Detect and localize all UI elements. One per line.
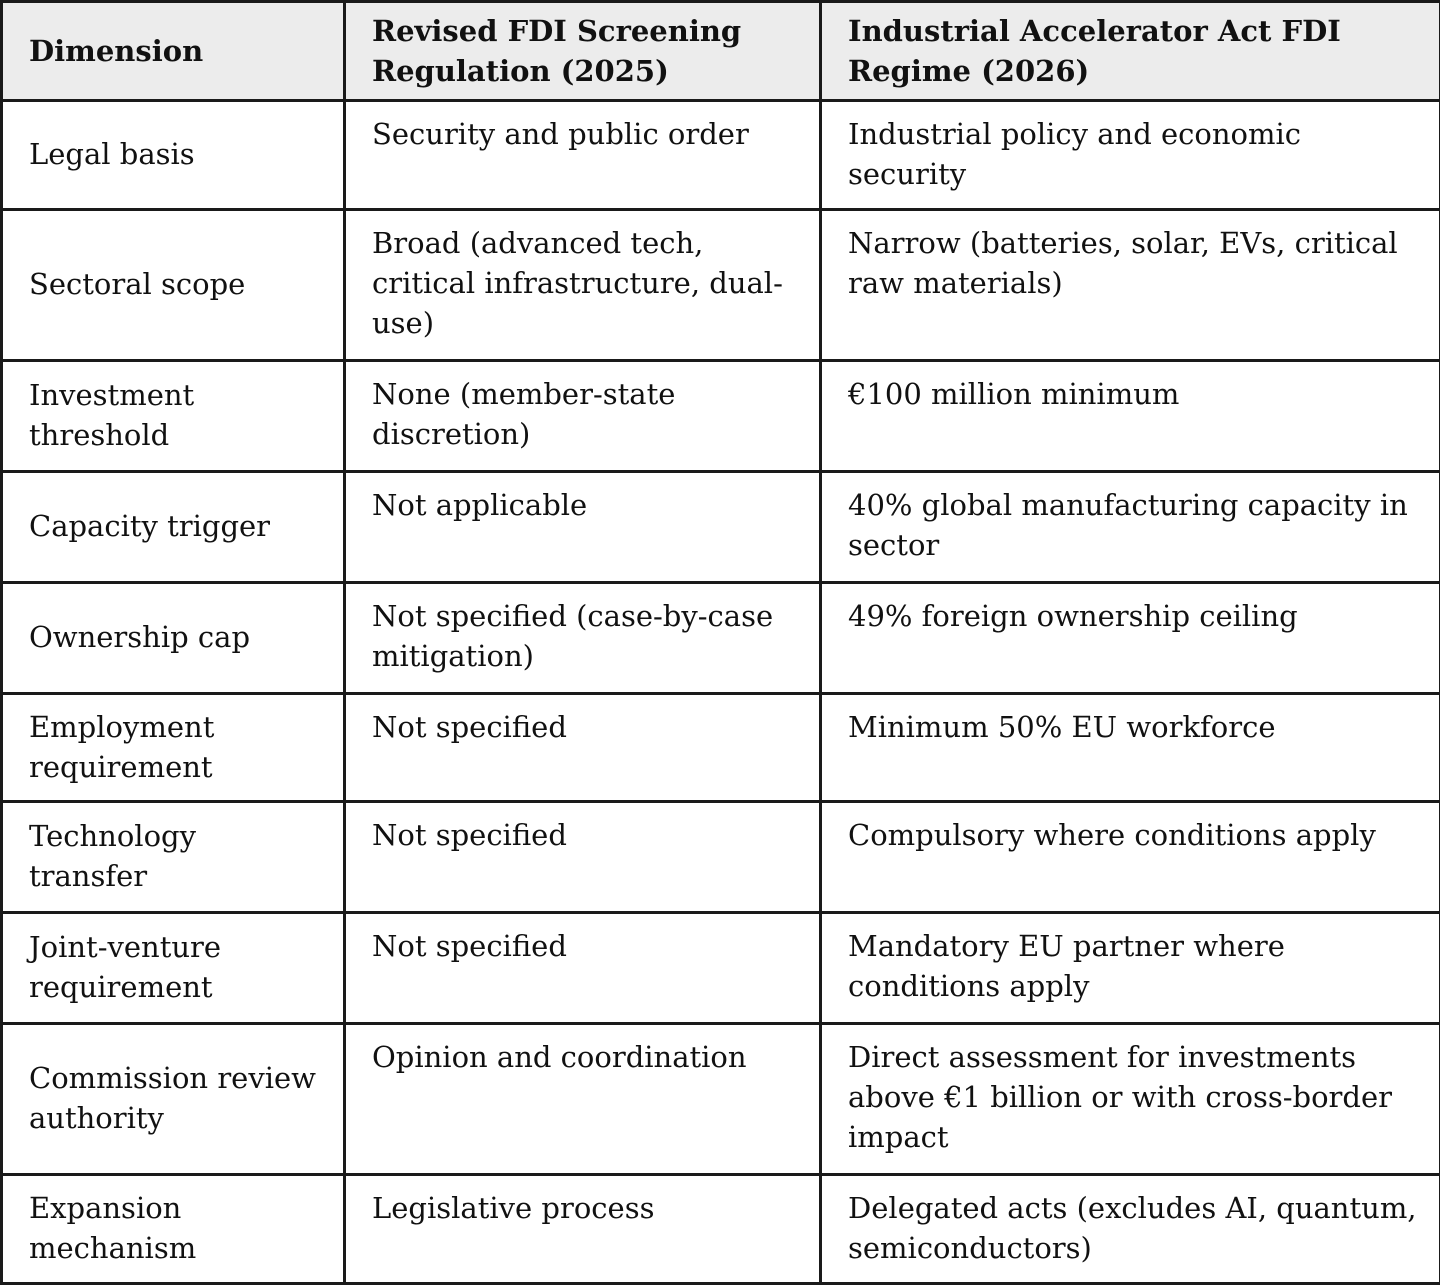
table-row [2,583,1440,694]
table-row [2,913,1440,1024]
row-fdi-2025: Opinion and coordination [345,1024,821,1175]
row-fdi-2025: Legislative process [345,1175,821,1284]
row-dimension: Capacity trigger [2,472,345,583]
row-iaa-2026: Compulsory where conditions apply [821,802,1440,913]
row-fdi-2025: Not applicable [345,472,821,583]
row-dimension: Ownership cap [2,583,345,694]
row-dimension: Employment requirement [2,694,345,802]
row-fdi-2025: Not specified [345,802,821,913]
row-fdi-2025: Not specified [345,694,821,802]
row-dimension: Joint-venture requirement [2,913,345,1024]
row-fdi-2025: Broad (advanced tech, critical infrastructure, dual-use) [345,210,821,361]
row-dimension: Expansion mechanism [2,1175,345,1284]
row-iaa-2026: 49% foreign ownership ceiling [821,583,1440,694]
table-row [2,472,1440,583]
row-iaa-2026: Delegated acts (excludes AI, quantum, semiconductors) [821,1175,1440,1284]
table-row [2,802,1440,913]
header-dimension: Dimension [2,2,345,101]
row-dimension: Sectoral scope [2,210,345,361]
row-iaa-2026: €100 million minimum [821,361,1440,472]
row-dimension: Technology transfer [2,802,345,913]
row-fdi-2025: Security and public order [345,101,821,210]
row-iaa-2026: Narrow (batteries, solar, EVs, critical raw materials) [821,210,1440,361]
row-iaa-2026: Minimum 50% EU workforce [821,694,1440,802]
row-dimension: Commission review authority [2,1024,345,1175]
table-row [2,1024,1440,1175]
row-iaa-2026: Direct assessment for investments above €1 billion or with cross-border impact [821,1024,1440,1175]
table-row [2,694,1440,802]
row-fdi-2025: Not specified [345,913,821,1024]
row-fdi-2025: None (member-state discretion) [345,361,821,472]
header-row [2,2,1440,101]
row-fdi-2025: Not specified (case-by-case mitigation) [345,583,821,694]
table-row [2,1175,1440,1284]
table-row [2,101,1440,210]
header-iaa-2026: Industrial Accelerator Act FDI Regime (2026) [821,2,1440,101]
row-iaa-2026: 40% global manufacturing capacity in sector [821,472,1440,583]
table-row [2,210,1440,361]
row-iaa-2026: Industrial policy and economic security [821,101,1440,210]
row-iaa-2026: Mandatory EU partner where conditions apply [821,913,1440,1024]
header-fdi-2025: Revised FDI Screening Regulation (2025) [345,2,821,101]
table-row [2,361,1440,472]
row-dimension: Legal basis [2,101,345,210]
row-dimension: Investment threshold [2,361,345,472]
